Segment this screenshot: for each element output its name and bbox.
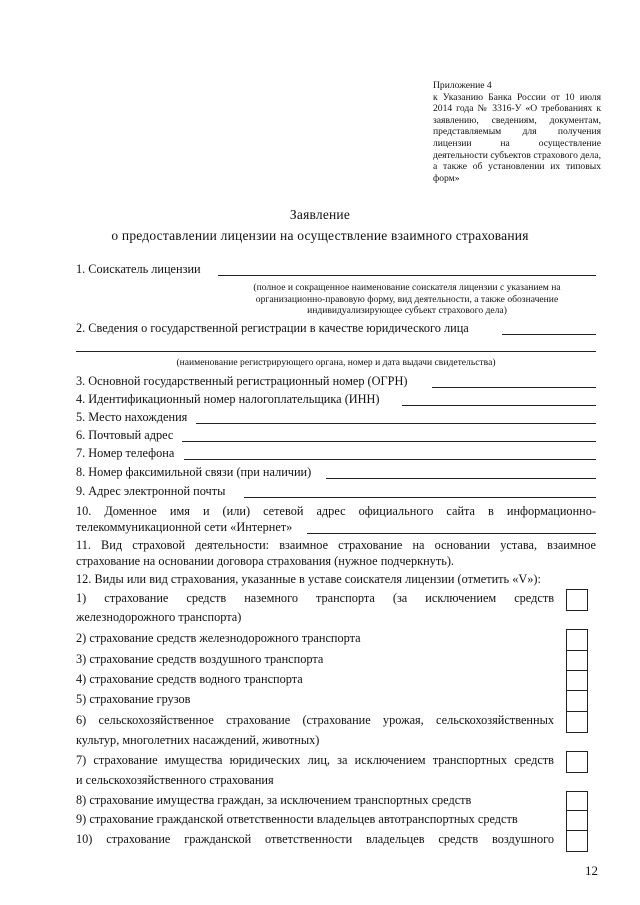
field-registration-input-line-2[interactable] [76,351,596,352]
field-registration-hint: (наименование регистрирующего органа, номер и дата выдачи свидетельства) [176,357,496,368]
insurance-type-6-cont: культур, многолетних насаждений, животных) [76,733,320,747]
field-inn-input-line[interactable] [402,405,596,406]
field-website-label-2: телекоммуникационной сети «Интернет» [76,520,293,534]
insurance-type-2: 2) страхование средств железнодорожного транспорта [76,631,361,645]
field-fax-input-line[interactable] [326,478,596,479]
field-applicant-label: 1. Соискатель лицензии [76,262,201,276]
appendix-note [433,80,601,184]
appendix-reference: к Указанию Банка России от 10 июля 2014 года № 3316-У «О требованиях к заявлению, сведениям, документам, представляемым для получения лицензии на осуществление деятельности субъектов страхового дела, а также об установлении их типовых форм» [433,91,601,184]
field-phone-input-line[interactable] [184,459,596,460]
field-insurance-types-label: 12. Виды или вид страхования, указанные в уставе соискателя лицензии (отметить «V»): [76,572,541,586]
insurance-type-7: 7) страхование имущества юридических лиц, за исключением транспортных средств [76,753,554,767]
insurance-type-9: 9) страхование гражданской ответственности владельцев автотранспортных средств [76,812,518,826]
field-fax-label: 8. Номер факсимильной связи (при наличии) [76,465,312,479]
insurance-type-3-checkbox[interactable] [566,650,588,672]
insurance-type-5-checkbox[interactable] [566,690,588,712]
insurance-type-1: 1) страхование средств наземного транспорта (за исключением средств [76,591,554,605]
document-subtitle: о предоставлении лицензии на осуществление взаимного страхования [111,228,529,243]
insurance-type-4: 4) страхование средств водного транспорта [76,672,303,686]
insurance-type-6-checkbox[interactable] [566,711,588,733]
insurance-type-9-checkbox[interactable] [566,810,588,832]
field-ogrn-input-line[interactable] [432,387,596,388]
field-website-label: 10. Доменное имя и (или) сетевой адрес официального сайта в информационно- [76,504,596,518]
insurance-type-8: 8) страхование имущества граждан, за исключением транспортных средств [76,793,472,807]
insurance-type-7-cont: и сельскохозяйственного страхования [76,773,274,787]
field-registration-input-line[interactable] [502,334,596,335]
document-title: Заявление [289,207,351,222]
field-postal-address-label: 6. Почтовый адрес [76,428,174,442]
field-registration-label: 2. Сведения о государственной регистрации в качестве юридического лица [76,321,469,335]
field-applicant-input-line[interactable] [218,275,596,276]
field-website-input-line[interactable] [307,533,596,534]
field-email-label: 9. Адрес электронной почты [76,484,226,498]
field-applicant-hint: (полное и сокращенное наименование соискателя лицензии с указанием на организационно-правовую форму, вид деятельности, а также обозначение индивидуализирующее субъект страхового дела) [253,282,561,317]
field-location-label: 5. Место нахождения [76,410,188,424]
insurance-type-7-checkbox[interactable] [566,751,588,773]
field-email-input-line[interactable] [244,497,596,498]
insurance-type-10: 10) страхование гражданской ответственности владельцев средств воздушного [76,832,554,846]
insurance-type-2-checkbox[interactable] [566,629,588,651]
field-inn-label: 4. Идентификационный номер налогоплательщика (ИНН) [76,392,380,406]
field-ogrn-label: 3. Основной государственный регистрационный номер (ОГРН) [76,374,408,388]
insurance-type-4-checkbox[interactable] [566,670,588,692]
insurance-type-3: 3) страхование средств воздушного транспорта [76,652,324,666]
insurance-type-6: 6) сельскохозяйственное страхование (страхование урожая, сельскохозяйственных [76,713,554,727]
field-postal-address-input-line[interactable] [182,441,596,442]
field-phone-label: 7. Номер телефона [76,446,175,460]
insurance-type-5: 5) страхование грузов [76,692,191,706]
field-location-input-line[interactable] [196,423,596,424]
appendix-number: Приложение 4 [433,80,492,91]
page-number: 12 [585,863,598,878]
insurance-type-1-checkbox[interactable] [566,589,588,611]
field-activity-type-label[interactable]: 11. Вид страховой деятельности: взаимное страхование на основании устава, взаимное [76,538,596,552]
field-activity-type-label-2[interactable]: страхование на основании договора страхования (нужное подчеркнуть). [76,554,454,568]
insurance-type-1-cont: железнодорожного транспорта) [76,610,242,624]
insurance-type-10-checkbox[interactable] [566,830,588,852]
